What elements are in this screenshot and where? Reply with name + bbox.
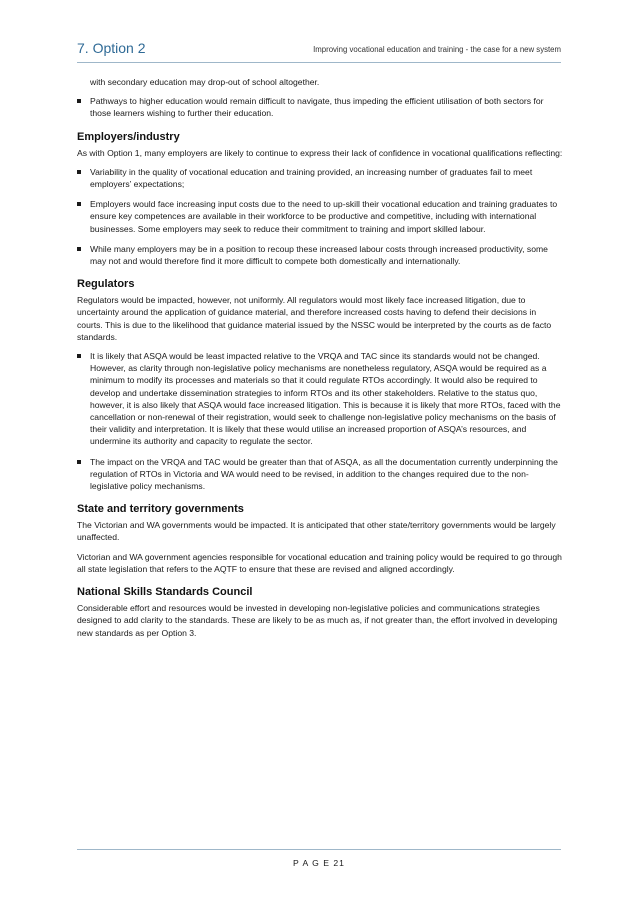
nssc-paragraph: Considerable effort and resources would be invested in developing non-legislative policies and communications strategies designed to add clarity to the standards. These are likely to be as much as, if not greater than, the effort involved in developing new standards as per Option 3. bbox=[77, 603, 558, 638]
list-item bbox=[77, 166, 563, 190]
square-bullet-icon bbox=[77, 247, 81, 251]
section-title: 7. Option 2 bbox=[77, 40, 146, 56]
square-bullet-icon bbox=[77, 460, 81, 464]
employers-bullet-list bbox=[77, 166, 563, 267]
state-heading: State and territory governments bbox=[77, 503, 244, 516]
list-item bbox=[77, 350, 563, 448]
list-item bbox=[77, 243, 563, 267]
page-footer bbox=[77, 849, 561, 868]
page-body bbox=[77, 76, 563, 646]
page-number: P A G E 21 bbox=[293, 858, 345, 868]
regulators-bullet-list bbox=[77, 350, 563, 492]
list-item bbox=[77, 95, 563, 119]
list-item-text: Employers would face increasing input costs due to the need to up-skill their vocational education and training graduates to ensure key competences are available in their workforce to be productive and competitive, including with international businesses. Some employers may seek to reduce their commitment to training and import skilled labour. bbox=[90, 199, 558, 234]
continued-text: with secondary education may drop-out of school altogether. bbox=[90, 77, 320, 87]
square-bullet-icon bbox=[77, 202, 81, 206]
list-item-text: While many employers may be in a position to recoup these increased labour costs through increased productivity, some may not and would therefore find it more difficult to compete both domestically and internationally. bbox=[90, 243, 548, 267]
list-item-text: It is likely that ASQA would be least impacted relative to the VRQA and TAC since its standards would not be changed. However, as clarity through non-legislative policy mechanisms are nonetheless regulatory, ASQA would be required as a minimum to modify its processes and materials so that it could regulate RTOs accordingly. It would also be required to develop and undertake dissemination strategies to inform RTOs and its other stakeholders. Relative to the status quo, however, it is also likely that ASQA would face increased litigation. This is because it is likely that more RTOs, faced with the cancellation or non-renewal of their registration, would seek to challenge non-legislative policy mechanisms on the basis of their validity and interpretation. It is likely that these would utilise an increased proportion of ASQA’s resources, and undermine its authority and capacity to regulate the sector. bbox=[90, 351, 561, 447]
regulators-paragraph: Regulators would be impacted, however, not uniformly. All regulators would most likely face increased litigation, due to uncertainty around the application of guidance material, and therefore increased costs having to defend their decisions in courts. This is due to the likelihood that guidance material issued by the NSSC would be interpreted by the courts as de facto standards. bbox=[77, 295, 552, 342]
square-bullet-icon bbox=[77, 354, 81, 358]
regulators-heading: Regulators bbox=[77, 278, 135, 291]
list-item-text: Pathways to higher education would remain difficult to navigate, thus impeding the efficient utilisation of both sectors for those learners wishing to further their education. bbox=[90, 96, 544, 119]
intro-bullet-list bbox=[77, 95, 563, 119]
list-item bbox=[77, 456, 563, 493]
square-bullet-icon bbox=[77, 170, 81, 174]
state-paragraph-1: The Victorian and WA governments would be impacted. It is anticipated that other state/territory governments would be largely unaffected. bbox=[77, 520, 556, 543]
square-bullet-icon bbox=[77, 99, 81, 103]
list-item bbox=[77, 198, 563, 235]
list-item-text: Variability in the quality of vocational education and training provided, an increasing number of graduates fail to meet employers’ expectations; bbox=[90, 166, 533, 190]
employers-paragraph: As with Option 1, many employers are likely to continue to express their lack of confidence in vocational qualifications reflecting: bbox=[77, 147, 563, 158]
list-item-text: The impact on the VRQA and TAC would be greater than that of ASQA, as all the documentation currently underpinning the regulation of RTOs in Victoria and WA would need to be revised, in addition to the changes required due to the non-legislative policy mechanisms. bbox=[90, 456, 558, 492]
page-header bbox=[77, 40, 561, 63]
state-paragraph-2: Victorian and WA government agencies responsible for vocational education and training policy would be required to go through all state legislation that refers to the AQTF to ensure that these are revised and aligned accordingly. bbox=[77, 551, 562, 574]
document-title: Improving vocational education and training - the case for a new system bbox=[313, 45, 561, 54]
employers-heading: Employers/industry bbox=[77, 130, 180, 143]
nssc-heading: National Skills Standards Council bbox=[77, 586, 253, 599]
